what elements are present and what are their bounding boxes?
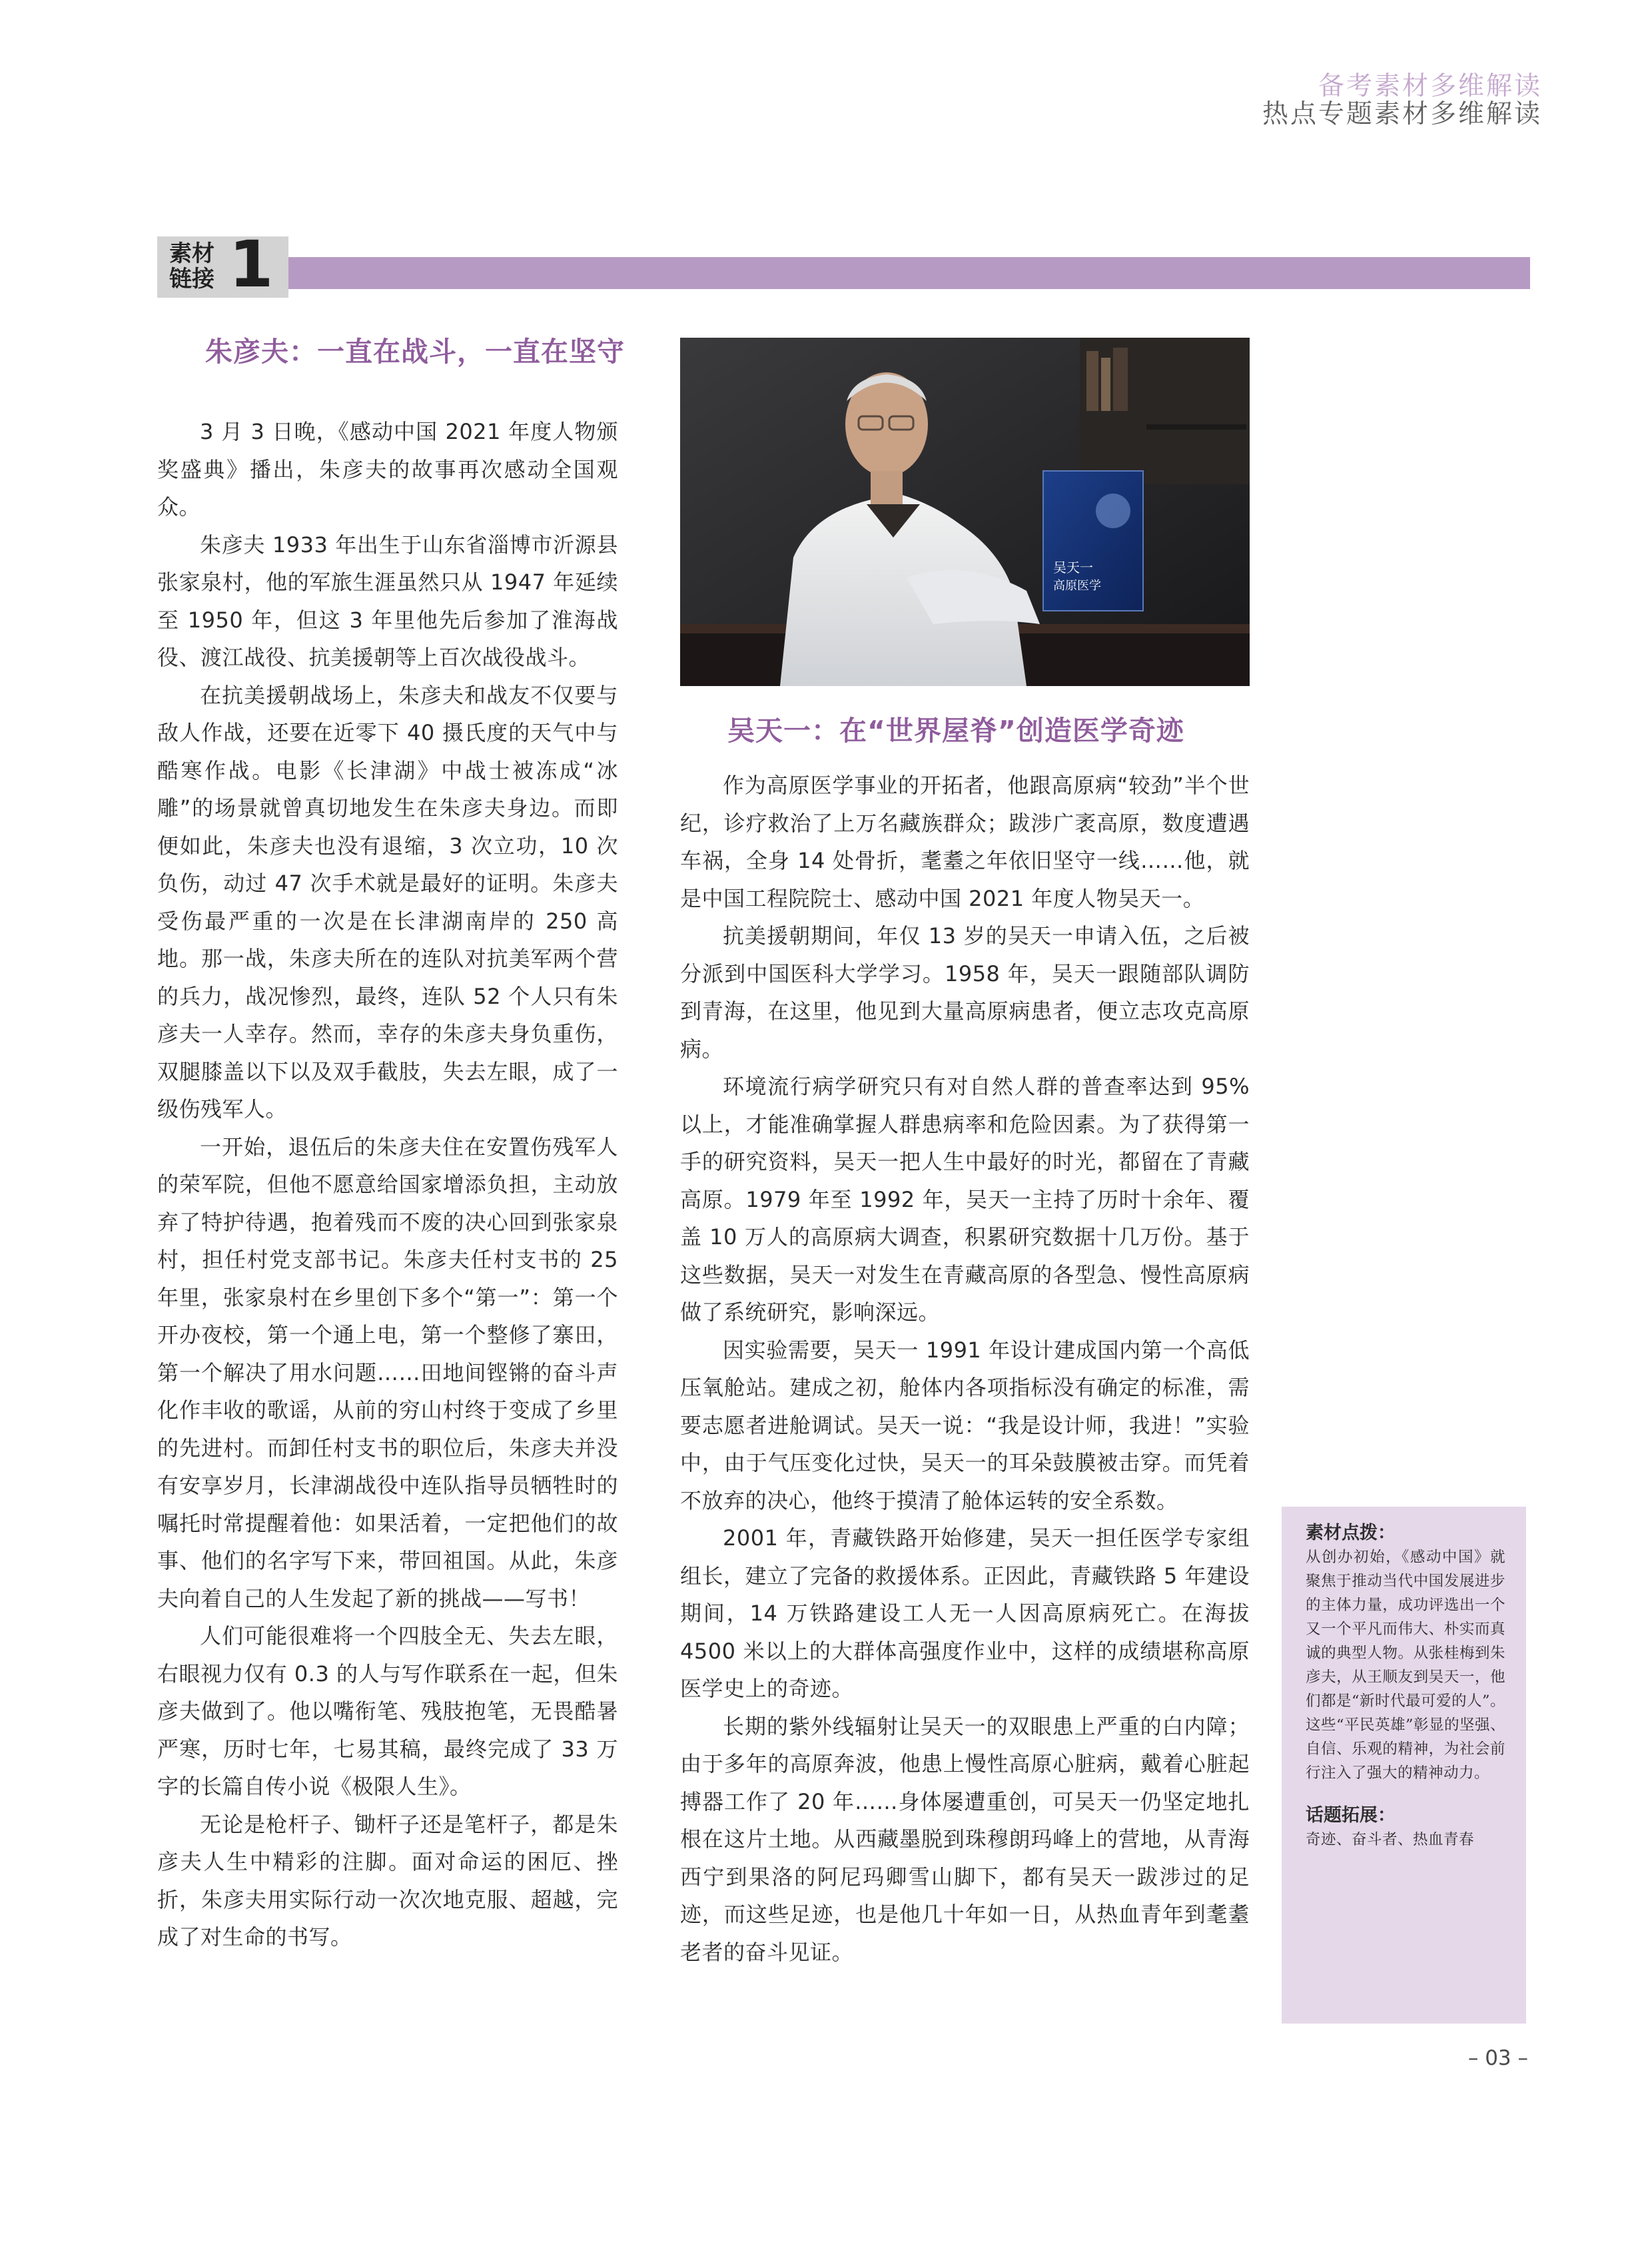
article2-paragraph: 抗美援朝期间，年仅 13 岁的吴天一申请入伍，之后被分派到中国医科大学学习。1958 年，吴天一跟随部队调防到青海，在这里，他见到大量高原病患者，便立志攻克高原病。 [680,923,1250,1062]
article1-paragraph: 3 月 3 日晚，《感动中国 2021 年度人物颁奖盛典》播出，朱彦夫的故事再次感动全国观众。 [157,419,618,520]
book-author: 吴天一 [1053,560,1093,575]
material-tips-box [1282,1507,1526,2024]
material-link-number: 1 [228,227,274,302]
portrait-photo [680,338,1250,686]
article1-paragraph: 在抗美援朝战场上，朱彦夫和战友不仅要与敌人作战，还要在近零下 40 摄氏度的天气中与酷寒作战。电影《长津湖》中战士被冻成“冰雕”的场景就曾真切地发生在朱彦夫身边。而即便如此，朱彦夫也没有退缩，3 次立功，10 次负伤，动过 47 次手术就是最好的证明。朱彦夫受伤最严重的一次是在长津湖南岸的 250 高地。那一战，朱彦夫所在的连队对抗美军两个营的兵力，战况惨烈，最终，连队 52 个人只有朱彦夫一人幸存。然而，幸存的朱彦夫身负重伤，双腿膝盖以下以及双手截肢，失去左眼，成了一级伤残军人。 [157,682,618,1122]
topic-extension-text: 奇迹、奋斗者、热血青春 [1306,1831,1475,1848]
article2-paragraph: 作为高原医学事业的开拓者，他跟高原病“较劲”半个世纪，诊疗救治了上万名藏族群众；跋涉广袤高原，数度遭遇车祸，全身 14 处骨折，耄耋之年依旧坚守一线……他，就是中国工程院院士、感动中国 2021 年度人物吴天一。 [680,773,1250,911]
topic-extension-heading: 话题拓展： [1306,1805,1396,1826]
series-title: 备考素材多维解读 [1318,71,1542,101]
article2-paragraph: 因实验需要，吴天一 1991 年设计建成国内第一个高低压氧舱站。建成之初，舱体内各项指标没有确定的标准，需要志愿者进舱调试。吴天一说：“我是设计师，我进！”实验中，由于气压变化过快，吴天一的耳朵鼓膜被击穿。而凭着不放弃的决心，他终于摸清了舱体运转的安全系数。 [680,1337,1250,1513]
article2-body [680,767,1250,1971]
material-link-label-line1: 素材 [169,240,214,267]
page-number: – 03 – [1467,2046,1528,2070]
article2-paragraph: 环境流行病学研究只有对自然人群的普查率达到 95% 以上，才能准确掌握人群患病率和危险因素。为了获得第一手的研究资料，吴天一把人生中最好的时光，都留在了青藏高原。1979 年至 1992 年，吴天一主持了历时十余年、覆盖 10 万人的高原病大调查，积累研究数据十几万份。基于这些数据，吴天一对发生在青藏高原的各型急、慢性高原病做了系统研究，影响深远。 [680,1074,1250,1325]
article1-paragraph: 无论是枪杆子、锄杆子还是笔杆子，都是朱彦夫人生中精彩的注脚。面对命运的困厄、挫折，朱彦夫用实际行动一次次地克服、超越，完成了对生命的书写。 [157,1811,618,1950]
article1-title: 朱彦夫：一直在战斗，一直在坚守 [205,336,625,368]
material-tips-text: 从创办初始，《感动中国》就聚焦于推动当代中国发展进步的主体力量，成功评选出一个又一个平凡而伟大、朴实而真诚的典型人物。从张桂梅到朱彦夫，从王顺友到吴天一，他们都是“新时代最可爱的人”。这些“平民英雄”彰显的坚强、自信、乐观的精神，为社会前行注入了强大的精神动力。 [1306,1549,1506,1782]
portrait-photo-image [680,338,1250,686]
material-tips-content [1306,1521,1505,1852]
material-tips-heading: 素材点拨： [1306,1523,1396,1543]
article1-paragraph: 朱彦夫 1933 年出生于山东省淄博市沂源县张家泉村，他的军旅生涯虽然只从 1947 年延续至 1950 年，但这 3 年里他先后参加了淮海战役、渡江战役、抗美援朝等上百次战役战斗。 [157,532,618,670]
article1-paragraph: 人们可能很难将一个四肢全无、失去左眼，右眼视力仅有 0.3 的人与写作联系在一起，但朱彦夫做到了。他以嘴衔笔、残肢抱笔，无畏酷暑严寒，历时七年，七易其稿，最终完成了 33 万字的长篇自传小说《极限人生》。 [157,1623,618,1799]
article2-paragraph: 2001 年，青藏铁路开始修建，吴天一担任医学专家组组长，建立了完备的救援体系。正因此，青藏铁路 5 年建设期间，14 万铁路建设工人无一人因高原病死亡。在海拔 4500 米以上的大群体高强度作业中，这样的成绩堪称高原医学史上的奇迹。 [680,1525,1250,1701]
section-title: 热点专题素材多维解读 [1262,99,1542,129]
article2-title: 吴天一：在“世界屋脊”创造医学奇迹 [727,715,1184,747]
book-subtitle: 高原医学 [1053,579,1101,593]
material-link-label [167,241,217,292]
material-link-label-line2: 链接 [169,266,214,292]
article1-body [157,413,618,1956]
article2-paragraph: 长期的紫外线辐射让吴天一的双眼患上严重的白内障；由于多年的高原奔波，他患上慢性高原心脏病，戴着心脏起搏器工作了 20 年……身体屡遭重创，可吴天一仍坚定地扎根在这片土地。从西藏墨脱到珠穆朗玛峰上的营地，从青海西宁到果洛的阿尼玛卿雪山脚下，都有吴天一跋涉过的足迹，而这些足迹，也是他几十年如一日，从热血青年到耄耋老者的奋斗见证。 [680,1713,1250,1965]
section-banner-bar [280,257,1530,289]
article1-paragraph: 一开始，退伍后的朱彦夫住在安置伤残军人的荣军院，但他不愿意给国家增添负担，主动放弃了特护待遇，抱着残而不废的决心回到张家泉村，担任村党支部书记。朱彦夫任村支书的 25 年里，张家泉村在乡里创下多个“第一”：第一个开办夜校，第一个通上电，第一个整修了寨田，第一个解决了用水问题……田地间铿锵的奋斗声化作丰收的歌谣，从前的穷山村终于变成了乡里的先进村。而卸任村支书的职位后，朱彦夫并没有安享岁月，长津湖战役中连队指导员牺牲时的嘱托时常提醒着他：如果活着，一定把他们的故事、他们的名字写下来，带回祖国。从此，朱彦夫向着自己的人生发起了新的挑战——写书！ [157,1134,618,1611]
